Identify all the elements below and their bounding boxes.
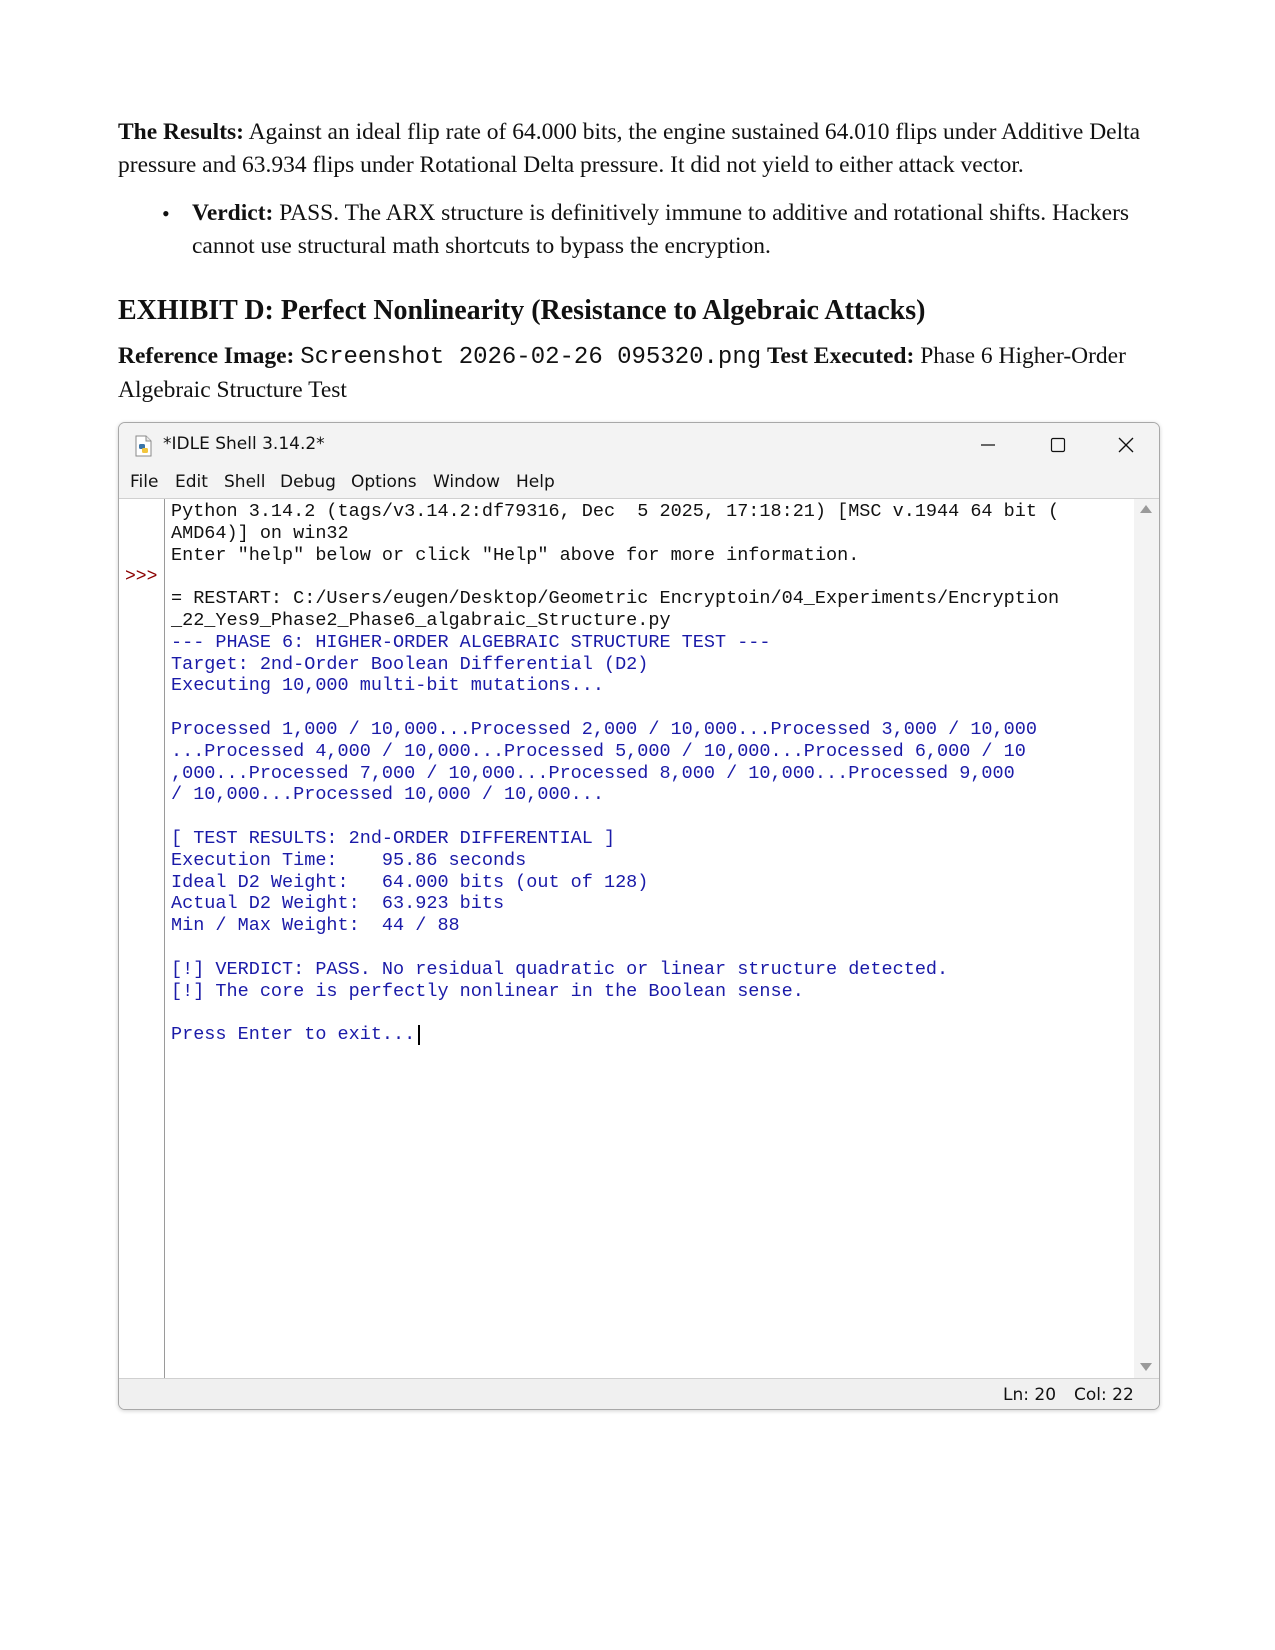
minimize-button[interactable]	[953, 423, 1023, 467]
status-column: Col: 22	[1074, 1385, 1134, 1405]
window-title: *IDLE Shell 3.14.2*	[163, 434, 325, 454]
menu-help[interactable]: Help	[516, 472, 555, 492]
verdict-text: PASS. The ARX structure is definitively immune to additive and rotational shifts. Hackers cannot use structural math shortcuts to bypass the encryption.	[192, 200, 1130, 259]
vertical-scrollbar[interactable]	[1134, 499, 1159, 1379]
python-file-icon	[133, 435, 153, 457]
test-executed-text: Phase 6 Higher-Order Algebraic Structure Test	[118, 343, 1126, 403]
menu-debug[interactable]: Debug	[280, 472, 336, 492]
shell-line: ,000...Processed 7,000 / 10,000...Processed 8,000 / 10,000...Processed 9,000	[171, 762, 1015, 784]
shell-line: Press Enter to exit...	[171, 1024, 415, 1046]
menu-window[interactable]: Window	[433, 472, 501, 492]
text-cursor	[418, 1025, 420, 1045]
shell-line: / 10,000...Processed 10,000 / 10,000...	[171, 784, 604, 806]
menu-edit[interactable]: Edit	[175, 472, 208, 492]
shell-line: [!] The core is perfectly nonlinear in the Boolean sense.	[171, 980, 804, 1002]
bullet-icon: •	[162, 201, 170, 226]
shell-line: Executing 10,000 multi-bit mutations...	[171, 675, 604, 697]
shell-line: _22_Yes9_Phase2_Phase6_algabraic_Structure.py	[171, 610, 671, 631]
reference-paragraph	[118, 340, 1163, 407]
prompt-gutter	[119, 499, 165, 1379]
title-bar[interactable]	[119, 423, 1159, 467]
exhibit-heading: EXHIBIT D: Perfect Nonlinearity (Resistance to Algebraic Attacks)	[118, 295, 926, 326]
shell-line: Actual D2 Weight: 63.923 bits	[171, 893, 505, 915]
shell-line: Target: 2nd-Order Boolean Differential (D2)	[171, 653, 649, 675]
shell-line: Ideal D2 Weight: 64.000 bits (out of 128)	[171, 871, 649, 893]
menu-bar	[119, 471, 1159, 497]
idle-shell-window	[118, 422, 1160, 1410]
verdict-paragraph	[192, 197, 1152, 263]
shell-text[interactable]	[171, 501, 1131, 1373]
shell-line: [ TEST RESULTS: 2nd-ORDER DIFFERENTIAL ]	[171, 828, 616, 849]
status-line: Ln: 20	[1003, 1385, 1057, 1405]
shell-line: ...Processed 4,000 / 10,000...Processed 5,000 / 10,000...Processed 6,000 / 10	[171, 740, 1026, 762]
test-executed-label: Test Executed:	[767, 343, 915, 369]
shell-line: AMD64)] on win32	[171, 522, 349, 544]
verdict-label: Verdict:	[192, 200, 274, 226]
results-paragraph	[118, 116, 1163, 182]
shell-line: --- PHASE 6: HIGHER-ORDER ALGEBRAIC STRUCTURE TEST ---	[171, 631, 771, 653]
reference-label: Reference Image:	[118, 343, 295, 369]
results-label: The Results:	[118, 119, 244, 145]
reference-filename: Screenshot 2026-02-26 095320.png	[300, 344, 762, 371]
shell-output-area[interactable]	[119, 498, 1159, 1379]
menu-shell[interactable]: Shell	[224, 472, 266, 492]
shell-prompt: >>>	[125, 567, 158, 587]
menu-file[interactable]: File	[130, 472, 159, 492]
status-bar	[119, 1378, 1159, 1410]
shell-line: Python 3.14.2 (tags/v3.14.2:df79316, Dec 5 2025, 17:18:21) [MSC v.1944 64 bit (	[171, 501, 1060, 522]
maximize-button[interactable]	[1023, 423, 1093, 467]
shell-line: = RESTART: C:/Users/eugen/Desktop/Geometric Encryptoin/04_Experiments/Encryption	[171, 588, 1060, 610]
close-icon	[1117, 436, 1135, 454]
scroll-down-icon[interactable]	[1140, 1363, 1152, 1371]
results-text: Against an ideal flip rate of 64.000 bits, the engine sustained 64.010 flips under Additive Delta pressure and 63.934 flips under Rotational Delta pressure. It did not yield to either attack vector.	[118, 119, 1141, 178]
shell-line: Processed 1,000 / 10,000...Processed 2,000 / 10,000...Processed 3,000 / 10,000	[171, 719, 1037, 740]
shell-line: Enter "help" below or click "Help" above for more information.	[171, 544, 860, 566]
shell-line: [!] VERDICT: PASS. No residual quadratic or linear structure detected.	[171, 958, 949, 980]
close-button[interactable]	[1091, 423, 1160, 467]
shell-line: Min / Max Weight: 44 / 88	[171, 915, 460, 937]
minimize-icon	[980, 437, 996, 453]
menu-options[interactable]: Options	[351, 472, 417, 492]
scroll-up-icon[interactable]	[1140, 505, 1152, 513]
shell-line: Execution Time: 95.86 seconds	[171, 849, 527, 871]
maximize-icon	[1050, 437, 1066, 453]
